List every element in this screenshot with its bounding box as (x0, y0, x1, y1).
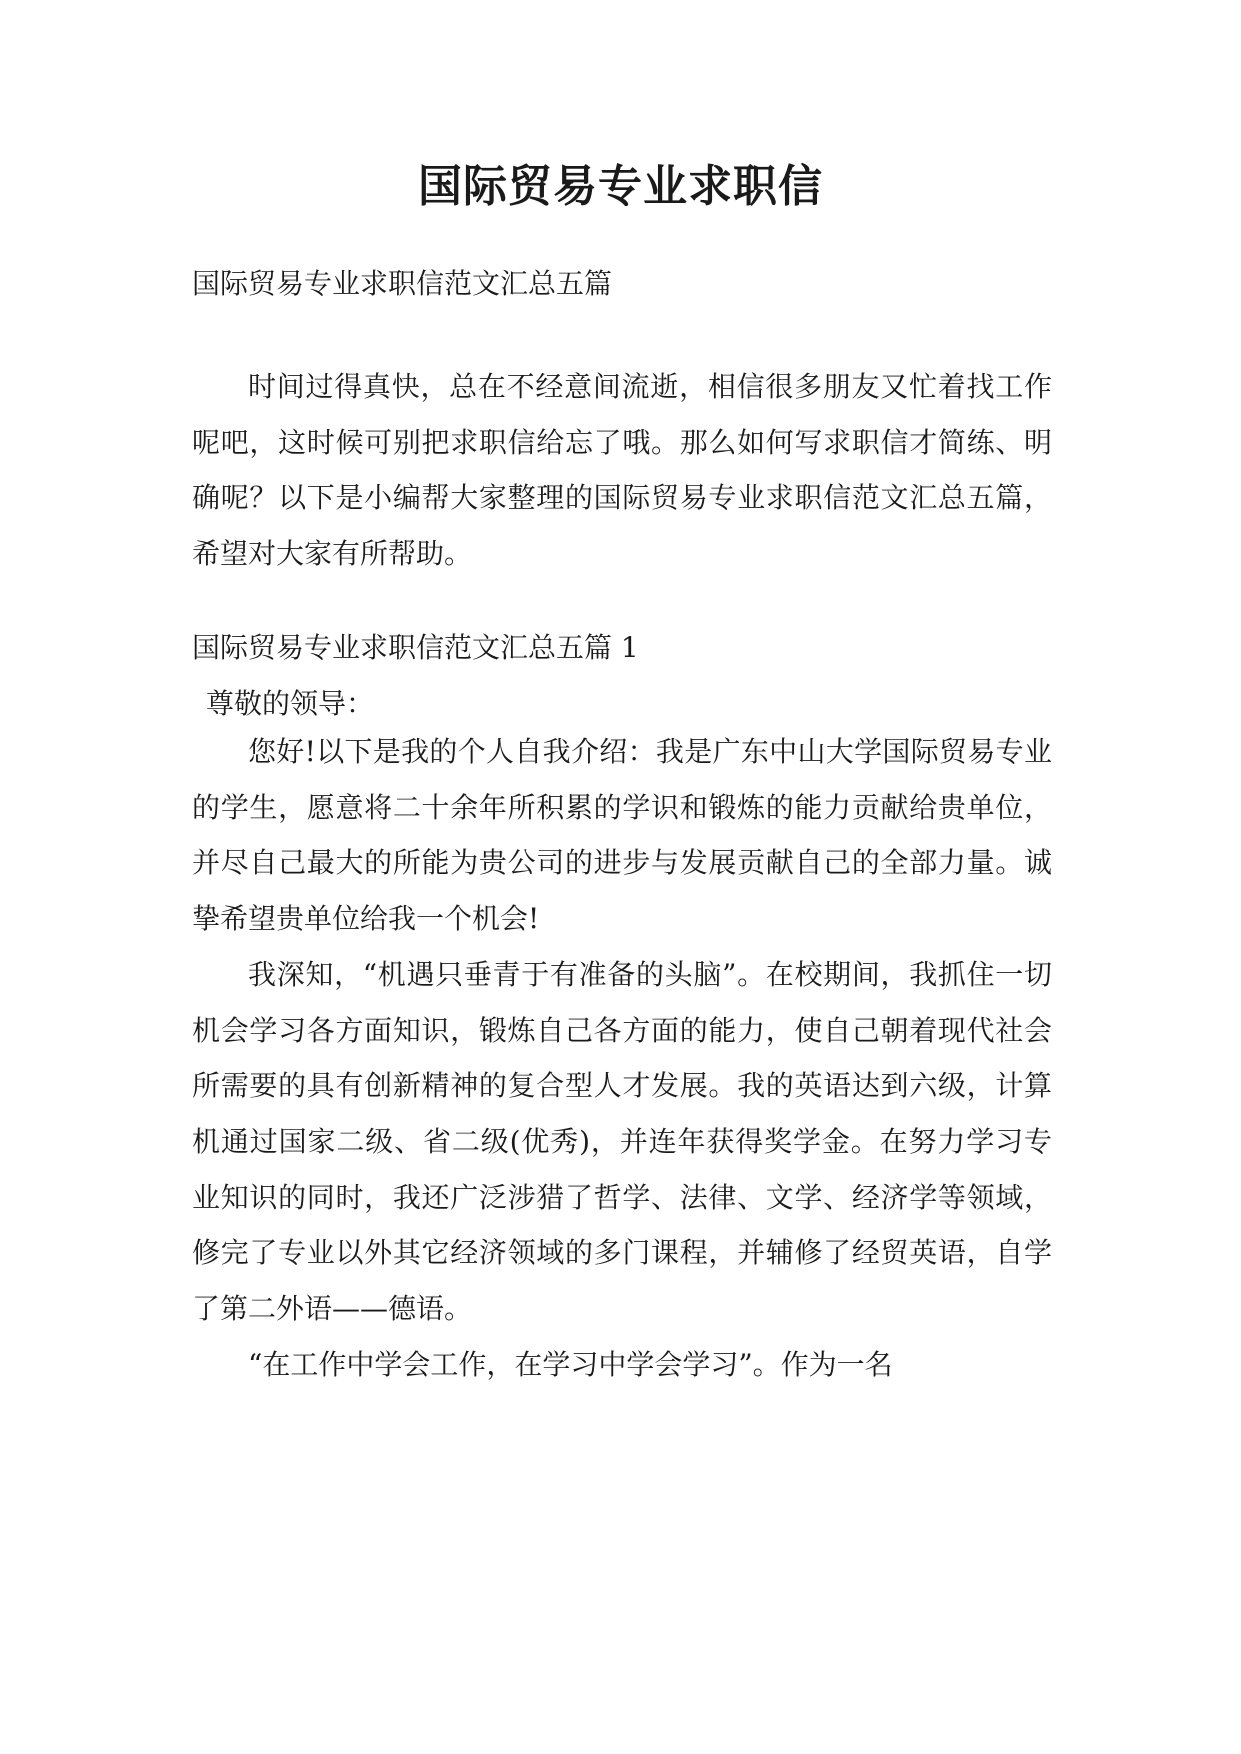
intro-block (192, 359, 1052, 582)
body-paragraph: 我深知，“机遇只垂青于有准备的头脑”。在校期间，我抓住一切机会学习各方面知识，锻炼自己各方面的能力，使自己朝着现代社会所需要的具有创新精神的复合型人才发展。我的英语达到六级，计算机通过国家二级、省二级(优秀)，并连年获得奖学金。在努力学习专业知识的同时，我还广泛涉猎了哲学、法律、文学、经济学等领域，修完了专业以外其它经济领域的多门课程，并辅修了经贸英语，自学了第二外语——德语。 (192, 957, 1052, 1326)
salutation: 尊敬的领导： (206, 687, 375, 720)
body-paragraph: “在工作中学会工作，在学习中学会学习”。作为一名 (248, 1347, 893, 1381)
document-title: 国际贸易专业求职信 (418, 161, 823, 212)
document-subtitle: 国际贸易专业求职信范文汇总五篇 (192, 267, 613, 300)
letter-body (192, 724, 1052, 1393)
body-paragraph: 您好!以下是我的个人自我介绍：我是广东中山大学国际贸易专业的学生，愿意将二十余年所积累的学识和锻炼的能力贡献给贵单位，并尽自己最大的所能为贵公司的进步与发展贡献自己的全部力量。诚挚希望贵单位给我一个机会! (192, 735, 1052, 936)
section-heading: 国际贸易专业求职信范文汇总五篇 1 (192, 631, 639, 664)
intro-paragraph: 时间过得真快，总在不经意间流逝，相信很多朋友又忙着找工作呢吧，这时候可别把求职信给忘了哦。那么如何写求职信才简练、明确呢？以下是小编帮大家整理的国际贸易专业求职信范文汇总五篇，希望对大家有所帮助。 (192, 370, 1052, 571)
